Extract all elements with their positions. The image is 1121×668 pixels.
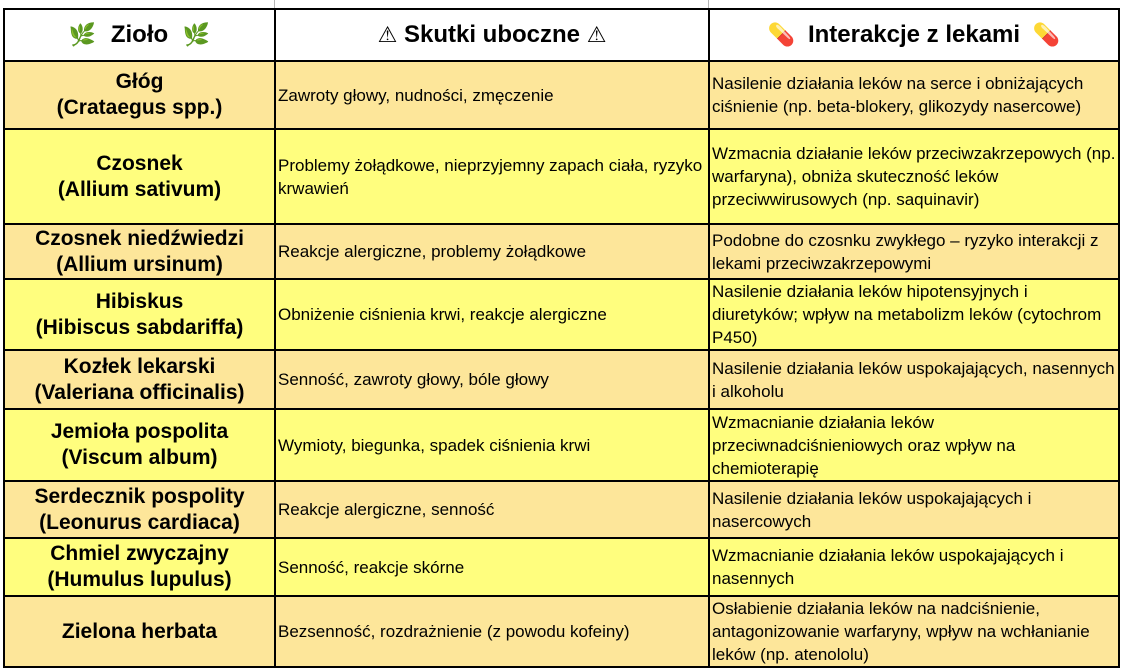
interactions-cell[interactable]: Osłabienie działania leków na nadciśnienie, antagonizowanie warfaryny, wpływ na wchłanianie leków (np. atenololu) (709, 596, 1119, 667)
herb-name: Zielona herbata (61, 619, 218, 643)
column-divider (274, 0, 275, 8)
warning-icon: ⚠ (377, 23, 398, 48)
pill-icon: 💊 (767, 23, 796, 48)
interactions-cell[interactable]: Wzmacnia działanie leków przeciwzakrzepowych (np. warfaryna), obniża skuteczność leków przeciwwirusowych (np. saquinavir) (709, 129, 1119, 224)
interactions-cell[interactable]: Nasilenie działania leków hipotensyjnych i diuretyków; wpływ na metabolizm leków (cytochrom P450) (709, 279, 1119, 350)
herb-latin-name: (Hibiscus sabdariffa) (35, 315, 244, 339)
column-divider (708, 0, 709, 8)
herb-name: Serdecznik pospolity (34, 484, 245, 508)
table-row (4, 481, 1119, 538)
herb-latin-name: (Humulus lupulus) (47, 568, 232, 591)
header-side-effects[interactable] (275, 9, 709, 61)
previous-row-strip (0, 0, 1121, 8)
table-row (4, 61, 1119, 129)
interactions-cell[interactable]: Podobne do czosnku zwykłego – ryzyko interakcji z lekami przeciwzakrzepowymi (709, 224, 1119, 279)
herb-cell[interactable] (4, 350, 275, 409)
interactions-cell[interactable]: Wzmacnianie działania leków przeciwnadciśnieniowych oraz wpływ na chemioterapię (709, 409, 1119, 481)
herb-cell[interactable] (4, 409, 275, 481)
side-effects-cell[interactable]: Wymioty, biegunka, spadek ciśnienia krwi (275, 409, 709, 481)
herb-latin-name: (Valeriana officinalis) (34, 380, 245, 404)
table-row (4, 129, 1119, 224)
herb-cell[interactable] (4, 538, 275, 596)
herb-name: Czosnek (96, 151, 183, 175)
table-row (4, 224, 1119, 279)
herb-cell[interactable] (4, 224, 275, 279)
header-interactions[interactable] (709, 9, 1119, 61)
side-effects-cell[interactable]: Zawroty głowy, nudności, zmęczenie (275, 61, 709, 129)
herb-name: Kozłek lekarski (63, 354, 216, 378)
side-effects-cell[interactable]: Senność, zawroty głowy, bóle głowy (275, 350, 709, 409)
warning-icon: ⚠ (586, 23, 607, 48)
table-row (4, 350, 1119, 409)
interactions-cell[interactable]: Nasilenie działania leków na serce i obniżających ciśnienie (np. beta-blokery, glikozydy nasercowe) (709, 61, 1119, 129)
herb-latin-name: (Viscum album) (61, 446, 218, 469)
header-interactions-label: Interakcje z lekami (807, 21, 1021, 48)
side-effects-cell[interactable]: Reakcje alergiczne, senność (275, 481, 709, 538)
herb-name: Czosnek niedźwiedzi (35, 226, 244, 250)
herb-latin-name: (Allium sativum) (57, 177, 222, 201)
herb-name: Jemioła pospolita (50, 420, 229, 443)
side-effects-cell[interactable]: Bezsenność, rozdrażnienie (z powodu kofeiny) (275, 596, 709, 667)
herb-cell[interactable] (4, 596, 275, 667)
interactions-cell[interactable]: Nasilenie działania leków uspokajających i nasercowych (709, 481, 1119, 538)
herb-cell[interactable] (4, 129, 275, 224)
herb-cell[interactable] (4, 61, 275, 129)
header-row (4, 9, 1119, 61)
herb-cell[interactable] (4, 279, 275, 350)
side-effects-cell[interactable]: Problemy żołądkowe, nieprzyjemny zapach ciała, ryzyko krwawień (275, 129, 709, 224)
pill-icon: 💊 (1032, 23, 1061, 48)
herb-leaf-icon: 🌿 (182, 23, 211, 48)
header-herb-label: Zioło (110, 21, 169, 48)
table-row (4, 279, 1119, 350)
side-effects-cell[interactable]: Reakcje alergiczne, problemy żołądkowe (275, 224, 709, 279)
herb-name: Hibiskus (95, 289, 184, 313)
side-effects-cell[interactable]: Obniżenie ciśnienia krwi, reakcje alergiczne (275, 279, 709, 350)
herb-latin-name: (Leonurus cardiaca) (39, 510, 240, 534)
table-row (4, 409, 1119, 481)
herb-cell[interactable] (4, 481, 275, 538)
herb-name: Głóg (115, 70, 164, 93)
interactions-cell[interactable]: Nasilenie działania leków uspokajających, nasennych i alkoholu (709, 350, 1119, 409)
herb-interactions-table (3, 8, 1120, 668)
table-row (4, 596, 1119, 667)
side-effects-cell[interactable]: Senność, reakcje skórne (275, 538, 709, 596)
header-herb[interactable] (4, 9, 275, 61)
herb-latin-name: (Allium ursinum) (56, 252, 223, 276)
table-row (4, 538, 1119, 596)
header-side-effects-label: Skutki uboczne (403, 21, 581, 48)
herb-name: Chmiel zwyczajny (50, 542, 229, 565)
herb-leaf-icon: 🌿 (68, 23, 97, 48)
herb-latin-name: (Crataegus spp.) (56, 96, 223, 119)
interactions-cell[interactable]: Wzmacnianie działania leków uspokajających i nasennych (709, 538, 1119, 596)
